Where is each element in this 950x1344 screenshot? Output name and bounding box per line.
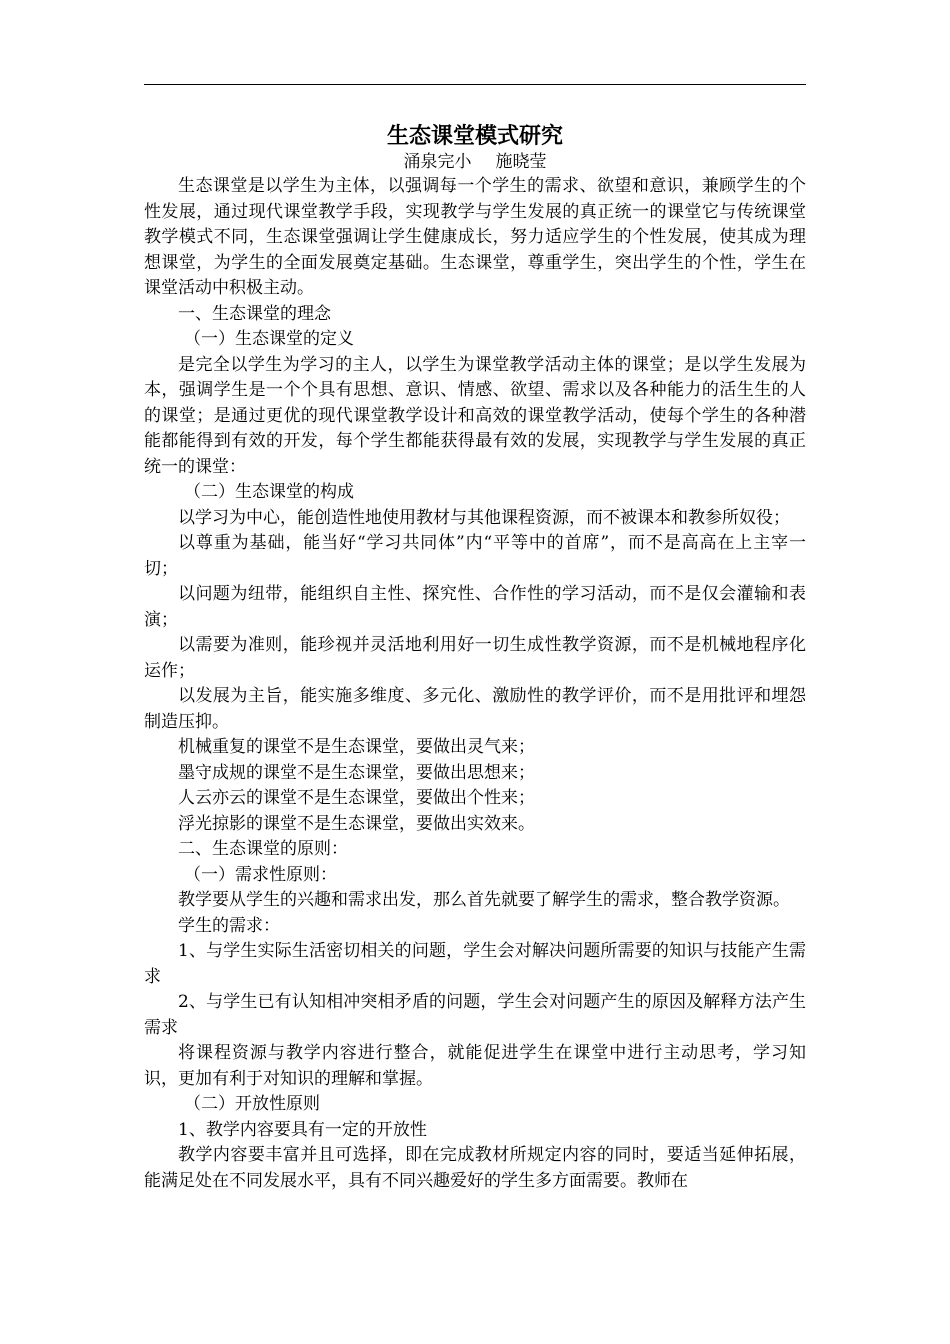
paragraph: 教学内容要丰富并且可选择，即在完成教材所规定内容的同时，要适当延伸拓展，能满足处在不同发展水平，具有不同兴趣爱好的学生多方面需要。教师在 <box>144 1145 806 1191</box>
paragraph: 1、教学内容要具有一定的开放性 <box>178 1119 427 1140</box>
author-school: 涌泉完小 <box>403 152 472 172</box>
paragraph: 墨守成规的课堂不是生态课堂，要做出思想来； <box>178 762 535 783</box>
paragraph: 以问题为纽带，能组织自主性、探究性、合作性的学习活动，而不是仅会灌输和表演； <box>144 584 806 630</box>
paragraph: 教学要从学生的兴趣和需求出发，那么首先就要了解学生的需求，整合教学资源。 <box>178 890 790 910</box>
paragraph: 生态课堂是以学生为主体，以强调每一个学生的需求、欲望和意识，兼顾学生的个性发展，通过现代课堂教学手段，实现教学与学生发展的真正统一的课堂它与传统课堂教学模式不同，生态课堂强调让学生健康成长，努力适应学生的个性发展，使其成为理想课堂，为学生的全面发展奠定基础。生态课堂，尊重学生，突出学生的个性，学生在课堂活动中积极主动。 <box>144 176 806 298</box>
paragraph: 以发展为主旨，能实施多维度、多元化、激励性的教学评价，而不是用批评和埋怨制造压抑。 <box>144 686 806 732</box>
paragraph-list <box>144 174 806 1194</box>
author-name: 施晓莹 <box>495 152 547 172</box>
section-subheading: （一）生态课堂的定义 <box>184 329 354 349</box>
paragraph: 人云亦云的课堂不是生态课堂，要做出个性来； <box>178 788 535 808</box>
paragraph: 一、生态课堂的理念 <box>178 303 331 324</box>
paragraph: 以学习为中心，能创造性地使用教材与其他课程资源，而不被课本和教参所奴役； <box>178 507 790 528</box>
paragraph: 以尊重为基础，能当好“学习共同体”内“平等中的首席”，而不是高高在上主宰一切； <box>144 533 806 579</box>
section-subheading: （二）开放性原则 <box>184 1094 320 1114</box>
paragraph: 2、与学生已有认知相冲突相矛盾的问题，学生会对问题产生的原因及解释方法产生需求 <box>144 992 806 1038</box>
document-body <box>144 122 806 1194</box>
paragraph: 二、生态课堂的原则： <box>178 839 348 859</box>
paragraph: 以需要为准则，能珍视并灵活地利用好一切生成性教学资源，而不是机械地程序化运作； <box>144 635 806 681</box>
paragraph: 机械重复的课堂不是生态课堂，要做出灵气来； <box>178 737 535 757</box>
paragraph: 浮光掠影的课堂不是生态课堂，要做出实效来。 <box>178 813 535 834</box>
author-line <box>144 150 806 174</box>
section-subheading: （一）需求性原则： <box>184 864 337 885</box>
paragraph: 将课程资源与教学内容进行整合，就能促进学生在课堂中进行主动思考，学习知识，更加有利于对知识的理解和掌握。 <box>144 1043 806 1089</box>
section-subheading: （二）生态课堂的构成 <box>184 482 354 502</box>
paragraph: 是完全以学生为学习的主人，以学生为课堂教学活动主体的课堂；是以学生发展为本，强调学生是一个个具有思想、意识、情感、欲望、需求以及各种能力的活生生的人的课堂；是通过更优的现代课堂教学设计和高效的课堂教学活动，使每个学生的各种潜能都能得到有效的开发，每个学生都能获得最有效的发展，实现教学与学生发展的真正统一的课堂： <box>144 354 806 477</box>
paragraph: 学生的需求： <box>178 915 280 936</box>
header-rule <box>144 84 806 85</box>
document-title: 生态课堂模式研究 <box>386 123 563 149</box>
paragraph: 1、与学生实际生活密切相关的问题，学生会对解决问题所需要的知识与技能产生需求 <box>144 941 806 987</box>
